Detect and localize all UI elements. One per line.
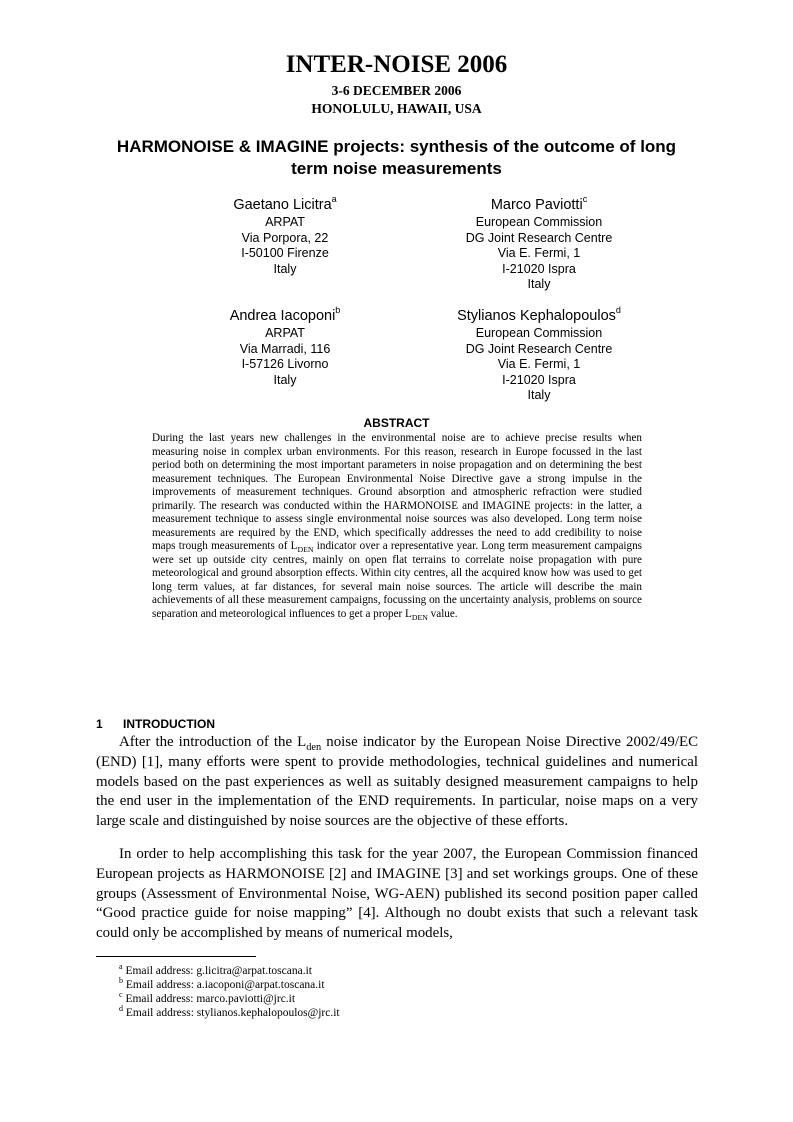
affiliation-line: Via Porpora, 22: [241, 230, 329, 245]
affiliation-line: I-57126 Livorno: [241, 357, 329, 371]
conference-title: INTER-NOISE 2006: [285, 51, 508, 78]
affiliation-line: I-50100 Firenze: [241, 246, 329, 260]
author-name: Gaetano Licitra$^a$: [233, 194, 337, 213]
affiliation-line: Italy: [527, 277, 551, 291]
affiliation-line: Via E. Fermi, 1: [497, 357, 581, 371]
affiliation-mark: d: [615, 305, 621, 316]
affiliation-line: Italy: [527, 388, 551, 402]
footnote: $^d$ Email address: stylianos.kephalopoulos@jrc.it: [119, 1004, 340, 1019]
author-block: [160, 305, 410, 388]
affiliation-line: Italy: [273, 372, 297, 387]
affiliation-line: Italy: [273, 261, 297, 276]
section-heading: [96, 716, 696, 732]
affiliation-line: DG Joint Research Centre: [465, 341, 613, 356]
author-block: [414, 305, 664, 404]
affiliation-line: European Commission: [475, 326, 603, 340]
author-name: Andrea Iacoponi$^b$: [229, 305, 341, 324]
author-name: Marco Paviotti$^c$: [490, 194, 588, 213]
footnote: $^c$ Email address: marco.paviotti@jrc.it: [119, 990, 296, 1005]
author-block: [414, 194, 664, 293]
affiliation-line: DG Joint Research Centre: [465, 230, 613, 245]
body-paragraph: After the introduction of the $L_{den}$ noise indicator by the European Noise Directive 2002/49/EC (END) [1], many efforts were spent to provide methodologies, technical guidelines and numerical models based on the past experiences as well as suitably designed measurement campaigns to help the end user in the implementation of the END requirements. In particular, noise maps on a very large scale and distinguished by noise sources are the objective of these efforts.: [96, 734, 699, 830]
affiliation-line: European Commission: [475, 215, 603, 229]
body-paragraph: In order to help accomplishing this task for the year 2007, the European Commission financed European projects as HARMONOISE [2] and IMAGINE [3] and set workings groups. One of these groups (Assessment of Environmental Noise, WG-AEN) published its second position paper called “Good practice guide for noise mapping” [4]. Although no doubt exists that such a relevant task could only be accomplished by means of numerical models,: [96, 846, 698, 942]
abstract-heading: ABSTRACT: [363, 416, 430, 430]
affiliation-line: ARPAT: [265, 326, 305, 340]
affiliation-line: I-21020 Ispra: [502, 372, 576, 387]
author-block: [160, 194, 410, 277]
author-name: Stylianos Kephalopoulos$^d$: [457, 305, 621, 324]
conference-location: HONOLULU, HAWAII, USA: [311, 101, 482, 116]
footnotes: [119, 964, 679, 1020]
affiliation-line: Via E. Fermi, 1: [497, 246, 581, 260]
footnote: $^b$ Email address: a.iacoponi@arpat.toscana.it: [119, 976, 325, 991]
footnote-divider: [96, 956, 256, 957]
paper-title: HARMONOISE & IMAGINE projects: synthesis of the outcome of long term noise measurements: [116, 137, 677, 178]
footnote: $^a$ Email address: g.licitra@arpat.toscana.it: [119, 962, 312, 977]
affiliation-line: I-21020 Ispra: [502, 261, 576, 276]
section-title: INTRODUCTION: [123, 717, 215, 731]
section-number: 1: [96, 717, 103, 731]
affiliation-line: ARPAT: [265, 215, 305, 229]
affiliation-mark: c: [582, 194, 588, 205]
affiliation-mark: b: [335, 305, 341, 316]
affiliation-line: Via Marradi, 116: [239, 341, 331, 356]
conference-date: 3-6 DECEMBER 2006: [331, 83, 462, 98]
abstract-text: During the last years new challenges in the environmental noise are to achieve precise results when measuring noise in complex urban environments. For this reason, research in Europe focussed in the last period both on determining the most important parameters in noise propagation and on determining the best measurement techniques. The European Environmental Noise Directive gave a strong impulse in the improvements of measurement techniques. Ground absorption and atmospheric refraction were studied primarily. The research was conducted within the HARMONOISE and IMAGINE projects: in the latter, a measurement technique to assess single environmental noise sources was also developed. Long term noise measurements are required by the END, which specifically addresses the need to add credibility to noise maps trough measurements of $L_{DEN}$ indicator over a representative year. Long term measurement campaigns were set up outside city centres, mainly on open flat terrains to correlate noise propagation with pure meteorological and ground absorption effects. Within city centres, all the acquired know how was used to get long term values, at far distances, for several main noise sources. The article will describe the main achievements of all these measurement campaigns, focussing on the uncertainty analysis, problems on source separation and meteorological influences to get a proper $L_{DEN}$ value.: [152, 432, 643, 622]
affiliation-mark: a: [331, 194, 337, 205]
